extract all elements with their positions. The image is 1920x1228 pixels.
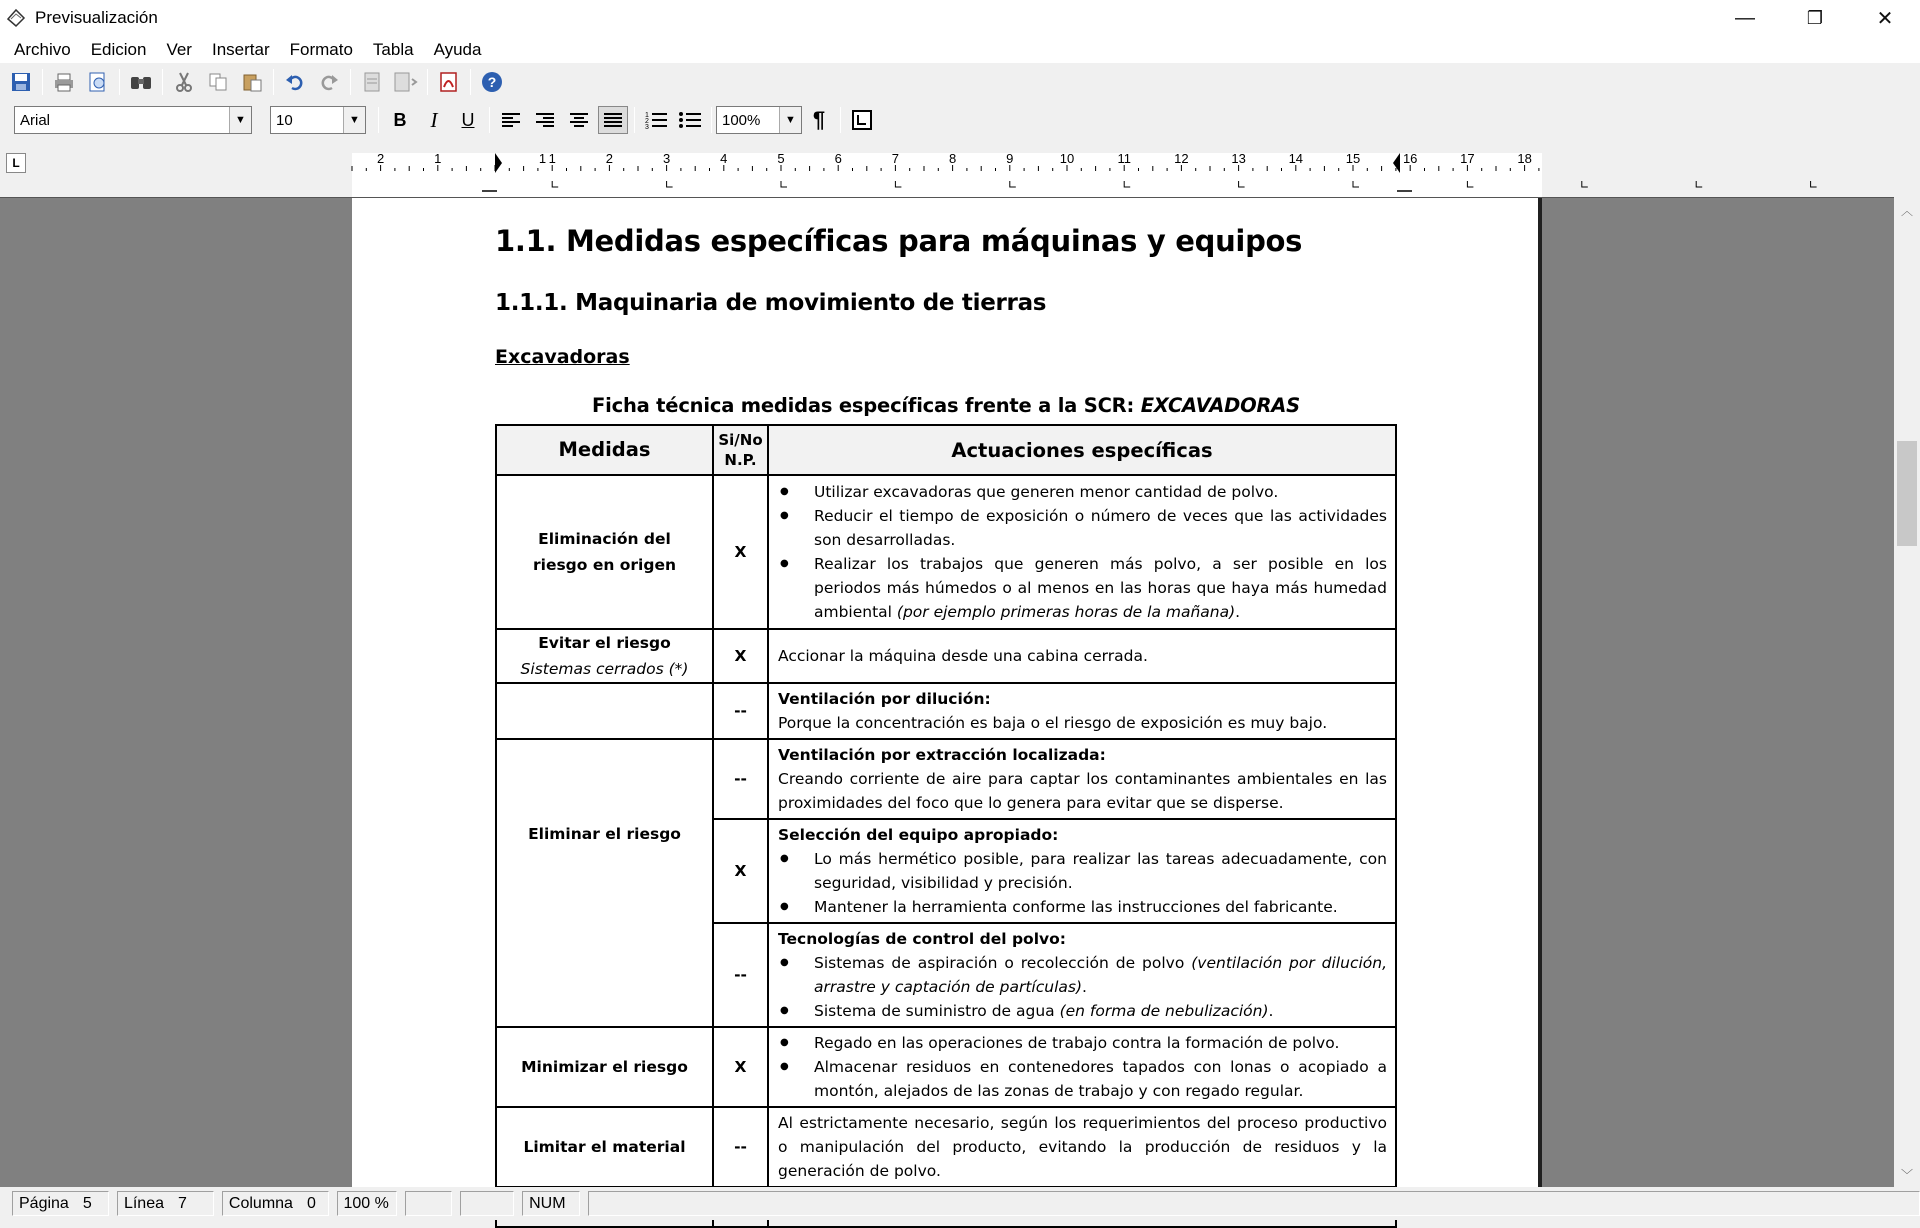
header-medidas: Medidas [496, 425, 713, 475]
ruler-label: 1 [538, 151, 547, 166]
status-page-label: Página [19, 1194, 69, 1212]
ruler-label: 11 [1117, 151, 1131, 166]
tab-stop-marker[interactable] [1353, 181, 1359, 187]
find-button[interactable] [127, 68, 155, 96]
menu-formato[interactable]: Formato [289, 39, 353, 59]
toolbar-separator [489, 107, 490, 133]
redo-icon [318, 71, 340, 93]
list-item-text: Realizar los trabajos que generen más polvo, a ser posible en los periodos más húmedos o al menos en las horas que haya más humedad ambiental [814, 555, 1387, 621]
menu-ver[interactable]: Ver [166, 39, 192, 59]
toolbar-separator [840, 107, 841, 133]
copy-button[interactable] [204, 68, 232, 96]
zoom-value: 100% [722, 111, 761, 129]
tab-stop-marker[interactable] [552, 181, 558, 187]
print-preview-button[interactable] [84, 68, 112, 96]
table-row [496, 819, 1396, 923]
scissors-icon [173, 71, 195, 93]
list-item-italic: (ventilación por dilución, arrastre y captación de partículas) [814, 954, 1387, 996]
menu-archivo[interactable]: Archivo [14, 39, 71, 59]
font-size-combo[interactable] [270, 106, 366, 134]
menu-ayuda[interactable]: Ayuda [433, 39, 482, 59]
print-icon [53, 71, 75, 93]
ruler-label: 17 [1460, 151, 1475, 166]
toolbar-separator [427, 69, 428, 95]
document-workspace[interactable] [0, 197, 1894, 1187]
standard-toolbar [0, 63, 1920, 101]
cell-medida: Eliminación del riesgo en origen [496, 475, 713, 629]
ruler-label: 4 [720, 151, 728, 166]
print-preview-icon [87, 71, 109, 93]
status-empty-2 [460, 1191, 515, 1216]
align-justify-button[interactable] [598, 106, 628, 134]
chevron-down-icon[interactable]: ▼ [229, 107, 251, 133]
cell-actuacion [768, 683, 1396, 739]
print-button[interactable] [50, 68, 78, 96]
list-item [778, 552, 1387, 624]
ruler-label: 9 [1006, 151, 1014, 166]
list-item: ● Utilizar excavadoras que generen menor cantidad de polvo. [778, 480, 1387, 504]
frame-icon [851, 109, 873, 131]
ruler-label: 2 [376, 151, 385, 166]
cell-medida: Limitar el material [496, 1107, 713, 1187]
list-item-end: . [1082, 978, 1087, 996]
heading-1: 1.1. Medidas específicas para máquinas y equipos [495, 224, 1303, 258]
table-row [496, 475, 1396, 629]
ruler-row [0, 141, 1920, 197]
table-row [496, 683, 1396, 739]
toolbar-separator [273, 69, 274, 95]
cell-sino: X [713, 629, 768, 683]
list-item: ● Regado en las operaciones de trabajo contra la formación de polvo. [778, 1031, 1387, 1055]
cell-sino: -- [713, 683, 768, 739]
cell-actuacion [768, 739, 1396, 819]
app-icon [3, 5, 29, 31]
status-message [588, 1191, 1920, 1216]
heading-3: Excavadoras [495, 346, 630, 368]
tab-stop-marker[interactable] [895, 181, 901, 187]
list-item: ● Lo más hermético posible, para realizar las tareas adecuadamente, con seguridad, visibilidad y precisión. [778, 847, 1387, 895]
cell-sino: X [713, 1027, 768, 1107]
binoculars-icon [129, 71, 153, 93]
bold-button[interactable]: B [393, 109, 407, 130]
left-indent-marker[interactable] [495, 153, 502, 173]
show-marks-button[interactable]: ¶ [812, 107, 826, 132]
save-icon [10, 71, 32, 93]
close-button[interactable]: ✕ [1876, 7, 1894, 30]
copy-icon [207, 71, 229, 93]
caption-text: Ficha técnica medidas específicas frente a la SCR: [591, 394, 1141, 417]
scrollbar-thumb[interactable] [1897, 441, 1917, 546]
list-item [778, 999, 1387, 1023]
ruler-label: 18 [1517, 151, 1532, 166]
menu-edicion[interactable]: Edicion [90, 39, 147, 59]
chevron-down-icon[interactable]: ▼ [779, 107, 801, 133]
align-right-button[interactable] [530, 106, 560, 134]
cell-actuacion [768, 475, 1396, 629]
cell-lead: Ventilación por extracción localizada: [778, 746, 1106, 764]
cell-medida [496, 739, 713, 819]
cell-actuacion [768, 1027, 1396, 1107]
undo-icon [284, 71, 306, 93]
align-right-icon [536, 112, 554, 128]
cell-medida-title: Evitar el riesgo [538, 634, 671, 652]
minimize-button[interactable]: — [1735, 6, 1755, 29]
align-left-icon [502, 112, 520, 128]
tab-stop-marker[interactable] [1811, 181, 1817, 187]
tab-stop-marker[interactable] [1010, 181, 1016, 187]
caption-emphasis: EXCAVADORAS [1140, 394, 1301, 417]
status-column [222, 1191, 329, 1216]
toolbar-separator [119, 69, 120, 95]
list-item: ● Mantener la herramienta conforme las instrucciones del fabricante. [778, 895, 1387, 919]
page-width-button[interactable] [847, 106, 877, 134]
status-zoom: 100 % [337, 1191, 397, 1216]
toolbar-separator [470, 69, 471, 95]
tab-stop-marker[interactable] [1582, 181, 1588, 187]
help-button[interactable] [478, 68, 506, 96]
header-sino-line2: N.P. [724, 451, 757, 469]
undo-button[interactable] [281, 68, 309, 96]
cell-sino: X [713, 475, 768, 629]
cell-sino: -- [713, 1107, 768, 1187]
toolbar-separator [162, 69, 163, 95]
svg-text:3: 3 [645, 124, 649, 131]
ruler-label: 14 [1288, 151, 1304, 166]
right-indent-marker[interactable] [1393, 153, 1400, 173]
menu-insertar[interactable]: Insertar [211, 39, 270, 59]
cell-sino: -- [713, 923, 768, 1027]
ruler-label: 6 [834, 151, 842, 166]
window-title: Previsualización [35, 8, 158, 27]
table-caption [495, 394, 1397, 417]
heading-2: 1.1.1. Maquinaria de movimiento de tierras [495, 290, 1047, 316]
cell-sino: -- [713, 739, 768, 819]
svg-text:1: 1 [645, 112, 649, 119]
italic-button[interactable]: I [430, 107, 438, 132]
align-justify-icon [604, 112, 622, 128]
font-combo[interactable] [14, 106, 252, 134]
cell-text: Creando corriente de aire para captar los contaminantes ambientales en las proximidades del foco que lo genera para evitar que se disperse. [778, 770, 1387, 812]
scroll-down-icon[interactable]: ﹀ [1900, 1167, 1913, 1182]
ruler-label: 3 [662, 151, 671, 166]
cell-lead: Selección del equipo apropiado: [778, 826, 1059, 844]
status-column-label: Columna [228, 1194, 293, 1212]
ruler-label: 2 [605, 151, 614, 166]
ruler-label: 1 [548, 151, 556, 166]
cell-medida: Minimizar el riesgo [496, 1027, 713, 1107]
cut-button[interactable] [170, 68, 198, 96]
ruler-label: 1 [434, 151, 442, 166]
cell-actuacion: Accionar la máquina desde una cabina cerrada. [768, 629, 1396, 683]
status-empty-1 [405, 1191, 452, 1216]
status-num: NUM [522, 1191, 580, 1216]
page-setup-button[interactable] [392, 68, 420, 96]
cell-lead: Ventilación por dilución: [778, 690, 991, 708]
ruler-label: 13 [1231, 151, 1246, 166]
menu-tabla[interactable]: Tabla [372, 39, 414, 59]
ruler-label: 12 [1174, 151, 1189, 166]
font-value: Arial [20, 111, 51, 129]
tab-stop-marker[interactable] [781, 181, 787, 187]
table-header-row [496, 425, 1396, 475]
svg-text:?: ? [487, 74, 497, 90]
toolbar-separator [378, 107, 379, 133]
page-icon [361, 71, 383, 93]
measures-table [495, 424, 1397, 1228]
vertical-scrollbar[interactable] [1894, 197, 1920, 1187]
header-sino-line1: Si/No [718, 431, 763, 449]
numbered-list-button[interactable] [641, 106, 671, 134]
table-row [496, 1027, 1396, 1107]
underline-button[interactable]: U [461, 109, 475, 130]
ruler-label: 15 [1345, 151, 1361, 166]
ruler-label: 7 [891, 151, 900, 166]
list-item-text: Sistema de suministro de agua [814, 1002, 1060, 1020]
list-item: ● Reducir el tiempo de exposición o número de veces que las actividades son desarrolladas. [778, 504, 1387, 552]
menu-bar [0, 36, 1920, 63]
tab-stop-marker[interactable] [1467, 181, 1473, 187]
redo-button[interactable] [315, 68, 343, 96]
table-row [496, 739, 1396, 819]
cell-medida [496, 629, 713, 683]
cell-sino: X [713, 819, 768, 923]
paste-icon [241, 71, 263, 93]
toolbar-separator [711, 107, 712, 133]
tab-stop-marker[interactable] [667, 181, 673, 187]
bulleted-list-button[interactable] [675, 106, 705, 134]
format-toolbar [0, 101, 1920, 139]
pdf-icon [438, 71, 460, 93]
list-item-italic: (en forma de nebulización) [1059, 1002, 1269, 1020]
bulleted-list-icon [679, 111, 701, 129]
cell-medida [496, 683, 713, 739]
tab-stop-marker[interactable] [1124, 181, 1130, 187]
status-column-value: 0 [306, 1194, 316, 1212]
toolbar-separator [350, 69, 351, 95]
chevron-down-icon[interactable]: ▼ [343, 107, 365, 133]
status-line-value: 7 [178, 1194, 187, 1212]
list-item-text: Sistemas de aspiración o recolección de polvo [814, 954, 1192, 972]
status-line-label: Línea [123, 1194, 164, 1212]
save-button[interactable] [7, 68, 35, 96]
cell-medida: Eliminar el riesgo [496, 819, 713, 923]
page-setup-icon [393, 71, 419, 93]
status-line [117, 1191, 214, 1216]
status-page-value: 5 [82, 1194, 92, 1212]
list-item-italic: (por ejemplo primeras horas de la mañana) [896, 603, 1236, 621]
export-pdf-button[interactable] [435, 68, 463, 96]
paste-button[interactable] [238, 68, 266, 96]
toolbar-separator [634, 107, 635, 133]
ruler-label: 8 [948, 151, 957, 166]
table-row [496, 1107, 1396, 1187]
header-actuaciones: Actuaciones específicas [768, 425, 1396, 475]
svg-text:2: 2 [645, 118, 649, 125]
horizontal-ruler[interactable] [352, 153, 1542, 197]
cell-actuacion [768, 923, 1396, 1027]
page-layout-button[interactable] [358, 68, 386, 96]
tab-stop-selector[interactable]: L [6, 153, 26, 173]
ruler-label: 5 [777, 151, 785, 166]
list-item [778, 951, 1387, 999]
cell-medida-subtitle: Sistemas cerrados (*) [520, 660, 689, 678]
help-icon [480, 70, 504, 94]
title-bar [0, 0, 1920, 36]
cell-medida [496, 923, 713, 1027]
cell-actuacion [768, 819, 1396, 923]
status-page [12, 1191, 109, 1216]
cell-lead: Tecnologías de control del polvo: [778, 930, 1066, 948]
cell-text: Porque la concentración es baja o el riesgo de exposición es muy bajo. [778, 714, 1328, 732]
list-item-end: . [1268, 1002, 1274, 1020]
table-row [496, 629, 1396, 683]
zoom-combo[interactable] [716, 106, 802, 134]
header-sino [713, 425, 768, 475]
align-center-button[interactable] [564, 106, 594, 134]
maximize-button[interactable]: ❐ [1806, 7, 1824, 28]
scroll-up-icon[interactable]: ︿ [1900, 203, 1913, 218]
ruler-label: 10 [1059, 151, 1075, 166]
toolbar-separator [42, 69, 43, 95]
status-bar [0, 1187, 1920, 1220]
document-page[interactable] [352, 198, 1542, 1198]
numbered-list-icon [645, 111, 667, 129]
align-left-button[interactable] [496, 106, 526, 134]
align-center-icon [570, 112, 588, 128]
cell-actuacion: Al estrictamente necesario, según los requerimientos del proceso productivo o manipulación del producto, evitando la producción de residuos y la generación de polvo. [768, 1107, 1396, 1187]
tab-stop-marker[interactable] [1239, 181, 1245, 187]
table-row [496, 923, 1396, 1027]
tab-stop-marker[interactable] [1696, 181, 1702, 187]
list-item: ● Almacenar residuos en contenedores tapados con lonas o acopiado a montón, alejados de las zonas de trabajo y con regado regular. [778, 1055, 1387, 1103]
font-size-value: 10 [276, 111, 293, 129]
ruler-label: 16 [1402, 151, 1418, 166]
list-item-end: . [1235, 603, 1241, 621]
